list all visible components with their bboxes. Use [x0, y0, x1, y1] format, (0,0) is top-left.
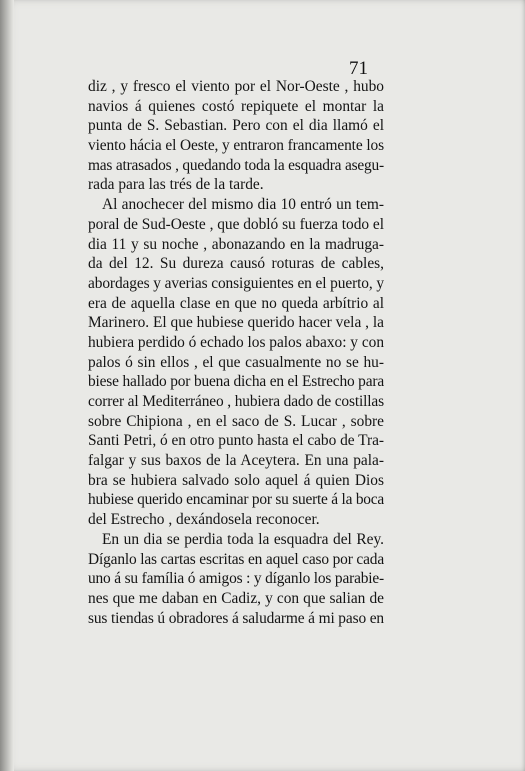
text-line: del Estrecho , dexándosela reconocer.	[88, 511, 320, 529]
paragraph-first-line: Al anochecer del mismo dia 10 entró un tem-	[102, 196, 384, 214]
text-line: Santi Petri, ó en otro punto hasta el cabo de Tra-	[88, 432, 384, 450]
text-line: da del 12. Su dureza causó roturas de cables,	[88, 255, 384, 273]
text-line: hubiera perdido ó echado los palos abaxo: y con	[88, 333, 384, 351]
text-line: punta de S. Sebastian. Pero con el dia llamó el	[88, 117, 384, 135]
text-line: correr al Mediterráneo , hubiera dado de costillas	[88, 393, 384, 410]
text-line: rada para las trés de la tarde.	[88, 176, 264, 194]
page-number: 71	[349, 58, 368, 79]
text-line: palos ó sin ellos , el que casualmente no se hu-	[88, 353, 384, 371]
text-line: Díganlo las cartas escritas en aquel caso por cada	[88, 550, 384, 568]
text-line: abordages y averias consiguientes en el puerto, y	[88, 274, 384, 292]
text-line: bra se hubiera salvado solo aquel á quien Dios	[88, 471, 384, 489]
paragraph-first-line: En un dia se perdia toda la esquadra del Rey.	[102, 530, 384, 548]
text-line: poral de Sud-Oeste , que dobló su fuerza todo el	[88, 215, 384, 233]
text-line: dia 11 y su noche , abonazando en la madruga-	[88, 235, 384, 253]
text-line: nes que me daban en Cadiz, y con que salian de	[88, 589, 384, 607]
text-line: sus tiendas ú obradores á saludarme á mi paso en	[88, 609, 384, 627]
text-line: era de aquella clase en que no queda arbítrio al	[88, 294, 384, 312]
page-gutter	[0, 0, 14, 771]
text-line: navios á quienes costó repiquete el montar la	[88, 97, 384, 115]
text-line: viento hácia el Oeste, y entraron francamente los	[88, 137, 384, 155]
text-line: biese hallado por buena dicha en el Estrecho para	[88, 373, 384, 391]
body-text	[88, 77, 384, 628]
text-line: Marinero. El que hubiese querido hacer vela , la	[88, 314, 384, 332]
text-line: uno á su família ó amigos : y díganlo los parabie-	[88, 570, 384, 588]
text-line: sobre Chipiona , en el saco de S. Lucar , sobre	[88, 412, 384, 430]
text-line: mas atrasados , quedando toda la esquadra asegu-	[88, 156, 384, 174]
text-line: hubiese querido encaminar por su suerte á la boca	[88, 491, 384, 509]
text-line: diz , y fresco el viento por el Nor-Oeste , hubo	[88, 78, 384, 95]
text-line: falgar y sus baxos de la Aceytera. En una pala-	[88, 452, 384, 470]
